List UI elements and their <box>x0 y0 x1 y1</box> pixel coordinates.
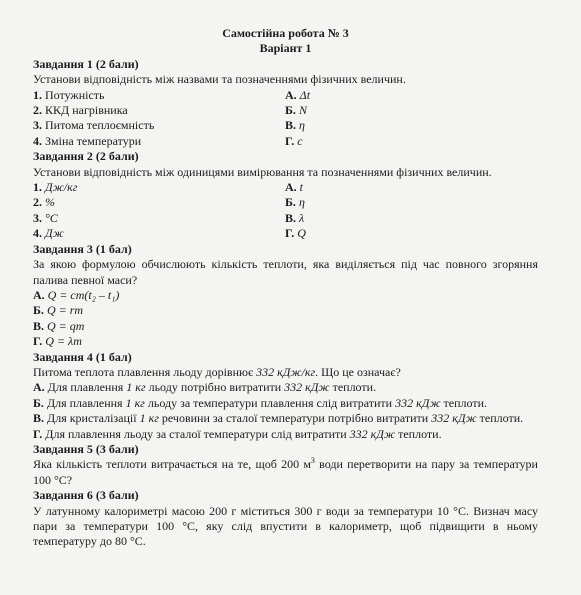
task4-option-text: льоду за температури плавлення слід витратити <box>144 395 396 410</box>
task4-option-value: 1 кг <box>125 395 145 410</box>
task2-right-symbol: t <box>299 180 304 195</box>
task3-option-num: Б. <box>33 303 44 318</box>
task2-left-unit: % <box>45 195 55 210</box>
task2-right-num: Г. <box>285 226 295 241</box>
task4-option-text: Для плавлення <box>43 395 126 410</box>
task1-right-symbol: Δt <box>299 87 311 102</box>
task1-row-3 <box>33 118 538 133</box>
task4-option-value: 332 кДж <box>395 395 441 410</box>
task1-left-num: 3. <box>33 118 42 133</box>
task4-question-value: 332 кДж/кг <box>256 364 316 379</box>
task4-heading: Завдання 4 (1 бал) <box>33 349 132 364</box>
task5-text-end: води перетворити на пару за температури 100 °C? <box>33 457 538 487</box>
task2-right-symbol: η <box>298 195 305 210</box>
task4-option-c <box>33 411 538 426</box>
task3-option-formula: Q = qm <box>47 318 85 333</box>
task1-row-2 <box>33 103 538 118</box>
task4-option-a <box>33 380 538 395</box>
task3-option-num: А. <box>33 287 45 302</box>
task3-option-formula: Q = rm <box>46 303 84 318</box>
task5-text-start: Яка кількість теплоти витрачається на те, щоб 200 м <box>33 457 311 472</box>
task1-right-num: Б. <box>285 103 296 118</box>
task2-right-num: В. <box>285 210 297 225</box>
task4-option-text: Для плавлення <box>44 380 127 395</box>
task1-heading: Завдання 1 (2 бали) <box>33 56 139 71</box>
task1-row-1 <box>33 88 538 103</box>
task1-right-symbol: c <box>297 133 303 148</box>
task3-text: За якою формулою обчислюють кількість теплоти, яка виділяється під час повного згоряння палива певної маси? <box>33 257 538 287</box>
task4-option-text: теплоти. <box>395 426 442 441</box>
task4-option-value: 332 кДж <box>431 411 477 426</box>
task4-option-text: теплоти. <box>476 411 524 426</box>
task2-right-symbol: λ <box>299 210 305 225</box>
task2-left-num: 4. <box>33 226 42 241</box>
task5-heading: Завдання 5 (3 бали) <box>33 441 139 456</box>
task2-right-num: А. <box>285 180 297 195</box>
task3-heading: Завдання 3 (1 бал) <box>33 241 132 256</box>
task3-option-num: В. <box>33 318 45 333</box>
task4-option-num: Б. <box>33 395 44 410</box>
task1-text: Установи відповідність між назвами та позначеннями фізичних величин. <box>33 72 406 87</box>
task4-option-text: речовини за сталої температури потрібно витратити <box>158 411 432 426</box>
task1-left-num: 2. <box>33 103 42 118</box>
task2-row-2 <box>33 195 538 210</box>
task2-left-unit: °C <box>45 210 58 225</box>
task3-option-c <box>33 319 538 334</box>
task3-option-b <box>33 303 538 318</box>
task4-option-d <box>33 427 538 442</box>
task4-option-value: 1 кг <box>139 411 159 426</box>
task1-right-num: В. <box>285 118 297 133</box>
task4-option-value: 332 кДж <box>349 426 396 441</box>
task1-right-num: А. <box>285 87 297 102</box>
task2-left-unit: Дж <box>45 226 64 241</box>
task3-option-formula: Q = cm(t₂ – t₁) <box>47 287 120 302</box>
task4-option-text: теплоти. <box>440 395 488 410</box>
task1-left-text: ККД нагрівника <box>45 103 128 118</box>
task1-right-symbol: N <box>298 103 307 118</box>
task2-text: Установи відповідність між одиницями вимірювання та позначеннями фізичних величин. <box>33 164 492 179</box>
task3-option-formula: Q = λm <box>45 334 82 349</box>
task1-left-num: 1. <box>33 87 42 102</box>
task2-row-4 <box>33 226 538 241</box>
task1-left-text: Питома теплоємність <box>45 118 155 133</box>
task1-right-symbol: η <box>299 118 305 133</box>
task4-option-value: 1 кг <box>126 380 146 395</box>
variant-label: Варіант 1 <box>259 41 312 56</box>
task6-heading: Завдання 6 (3 бали) <box>33 488 139 503</box>
task2-left-num: 2. <box>33 195 42 210</box>
task3-option-a <box>33 288 538 303</box>
task2-left-num: 3. <box>33 210 42 225</box>
task2-right-symbol: Q <box>297 226 306 241</box>
worksheet-title: Самостійна робота № 3 <box>222 26 349 40</box>
task4-option-text: льоду потрібно витратити <box>145 380 285 395</box>
worksheet-content <box>33 26 538 550</box>
task1-left-num: 4. <box>33 133 42 148</box>
task1-left-text: Зміна температури <box>45 133 142 148</box>
task2-right-num: Б. <box>285 195 296 210</box>
task4-option-text: Для кристалізації <box>44 411 140 426</box>
task1-left-text: Потужність <box>45 87 105 102</box>
task4-option-num: В. <box>33 411 45 426</box>
task1-row-4 <box>33 134 538 149</box>
task3-option-num: Г. <box>33 334 43 349</box>
task6-text: У латунному калориметрі масою 200 г міститься 300 г води за температури 10 °C. Визнач масу пари за температури 100 °C, яку слід впустити в калориметр, щоб підвищити в ньому температуру до 80 °C. <box>33 503 538 549</box>
task2-row-1 <box>33 180 538 195</box>
task4-option-text: Для плавлення льоду за сталої температури слід витратити <box>42 426 350 441</box>
task2-left-unit: Дж/кг <box>45 180 78 195</box>
task4-option-value: 332 кДж <box>284 380 330 395</box>
task4-question-text-end: . Що це означає? <box>315 364 401 379</box>
task4-option-b <box>33 396 538 411</box>
task4-option-text: теплоти. <box>329 380 377 395</box>
task4-option-num: А. <box>33 380 45 395</box>
task4-question <box>33 365 538 380</box>
task1-right-num: Г. <box>285 133 295 148</box>
task4-question-text: Питома теплота плавлення льоду дорівнює <box>33 364 257 379</box>
task5-text <box>33 457 538 488</box>
task5-superscript: 3 <box>310 456 315 466</box>
task2-heading: Завдання 2 (2 бали) <box>33 149 139 164</box>
task3-option-d <box>33 334 538 349</box>
task2-row-3 <box>33 211 538 226</box>
task2-left-num: 1. <box>33 180 42 195</box>
task4-option-num: Г. <box>33 426 43 441</box>
